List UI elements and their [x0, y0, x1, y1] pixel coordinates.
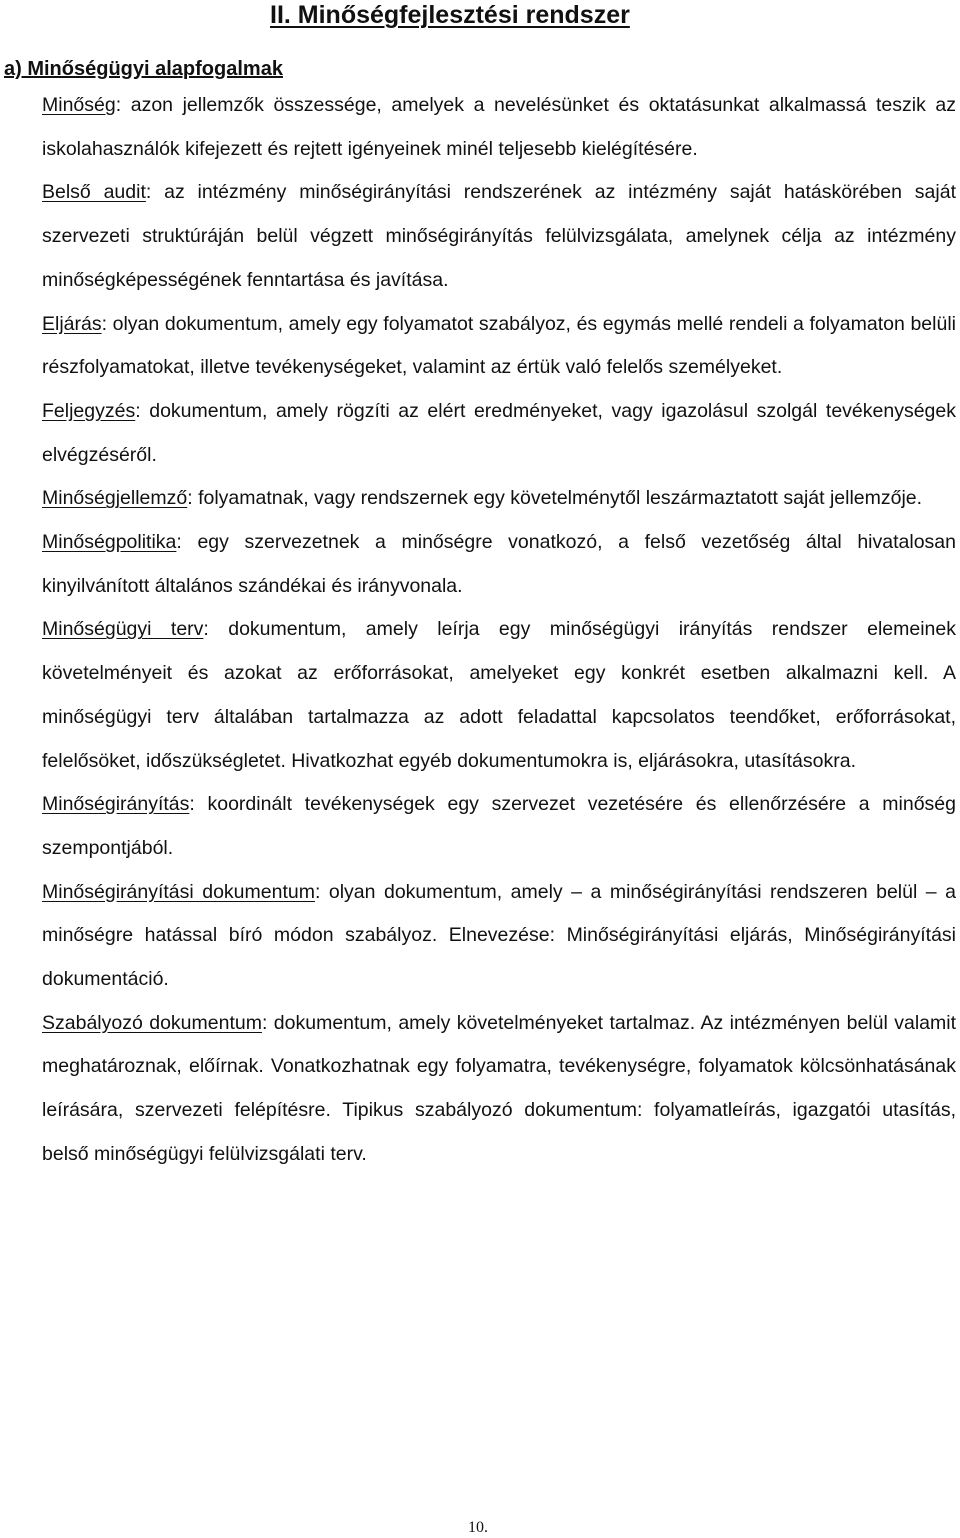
definition-paragraph — [42, 477, 956, 521]
definition-text: : folyamatnak, vagy rendszernek egy követelménytől leszármaztatott saját jellemzője. — [187, 487, 923, 510]
definition-text: : koordinált tevékenységek egy szervezet vezetésére és ellenőrzésére a minőség szempontjából. — [42, 793, 956, 859]
definition-term: Minőség — [42, 94, 116, 116]
definition-text: : dokumentum, amely leírja egy minőségügyi irányítás rendszer elemeinek követelményeit és azokat az erőforrásokat, amelyeket egy konkrét esetben alkalmazni kell. A minőségügyi terv általában tartalmazza az adott feladattal kapcsolatos teendőket, erőforrásokat, felelősöket, időszükségletet. Hivatkozhat egyéb dokumentumokra is, eljárásokra, utasításokra. — [42, 618, 956, 772]
definition-paragraph — [42, 84, 956, 171]
definition-paragraph — [42, 521, 956, 608]
definition-text: : dokumentum, amely követelményeket tartalmaz. Az intézményen belül valamit meghatároznak, előírnak. Vonatkozhatnak egy folyamatra, tevékenységre, folyamatok kölcsönhatásának leírására, szervezeti felépítésre. Tipikus szabályozó dokumentum: folyamatleírás, igazgatói utasítás, belső minőségügyi felülvizsgálati terv. — [42, 1011, 956, 1165]
definition-term: Eljárás — [42, 312, 102, 335]
definition-term: Feljegyzés — [42, 399, 136, 422]
definition-term: Minőségjellemző — [42, 487, 188, 510]
definition-text: : olyan dokumentum, amely egy folyamatot szabályoz, és egymás mellé rendeli a folyamaton belüli részfolyamatokat, illetve tevékenységeket, valamint az értük való felelős személyeket. — [42, 312, 956, 379]
definition-text: : olyan dokumentum, amely – a minőségirányítási rendszeren belül – a minőségre hatással bíró módon szabályoz. Elnevezése: Minőségirányítási eljárás, Minőségirányítási dokumentáció. — [42, 880, 956, 991]
definition-paragraph — [42, 1002, 956, 1177]
definition-term: Minőségügyi terv — [42, 618, 204, 641]
section-title: a) Minőségügyi alapfogalmak — [4, 58, 283, 80]
definition-term: Minőségirányítás — [42, 793, 190, 816]
definition-term: Belső audit — [42, 181, 146, 204]
definition-text: : egy szervezetnek a minőségre vonatkozó, a felső vezetőség által hivatalosan kinyilvánított általános szándékai és irányvonala. — [42, 531, 956, 597]
definition-paragraph — [42, 390, 956, 477]
page-heading: II. Minőségfejlesztési rendszer — [270, 1, 630, 29]
definition-paragraph — [42, 303, 956, 390]
definition-term: Minőségpolitika — [42, 531, 177, 554]
definition-paragraph — [42, 608, 956, 783]
definition-term: Minőségirányítási dokumentum — [42, 880, 315, 903]
definition-paragraph — [42, 783, 956, 870]
definition-text: : dokumentum, amely rögzíti az elért eredményeket, vagy igazolásul szolgál tevékenységek elvégzéséről. — [42, 399, 956, 466]
definition-term: Szabályozó dokumentum — [42, 1011, 262, 1034]
definitions-body — [42, 84, 956, 1177]
page-number: 10. — [468, 1519, 488, 1536]
definition-text: : az intézmény minőségirányítási rendszerének az intézmény saját hatáskörében saját szervezeti struktúráján belül végzett minőségirányítás felülvizsgálata, amelynek célja az intézmény minőségképességének fenntartása és javítása. — [42, 181, 957, 291]
definition-paragraph — [42, 171, 956, 302]
definition-text: : azon jellemzők összessége, amelyek a nevelésünket és oktatásunkat alkalmassá teszik az iskolahasználók kifejezett és rejtett igényeinek minél teljesebb kielégítésére. — [42, 94, 956, 160]
definition-paragraph — [42, 871, 956, 1002]
